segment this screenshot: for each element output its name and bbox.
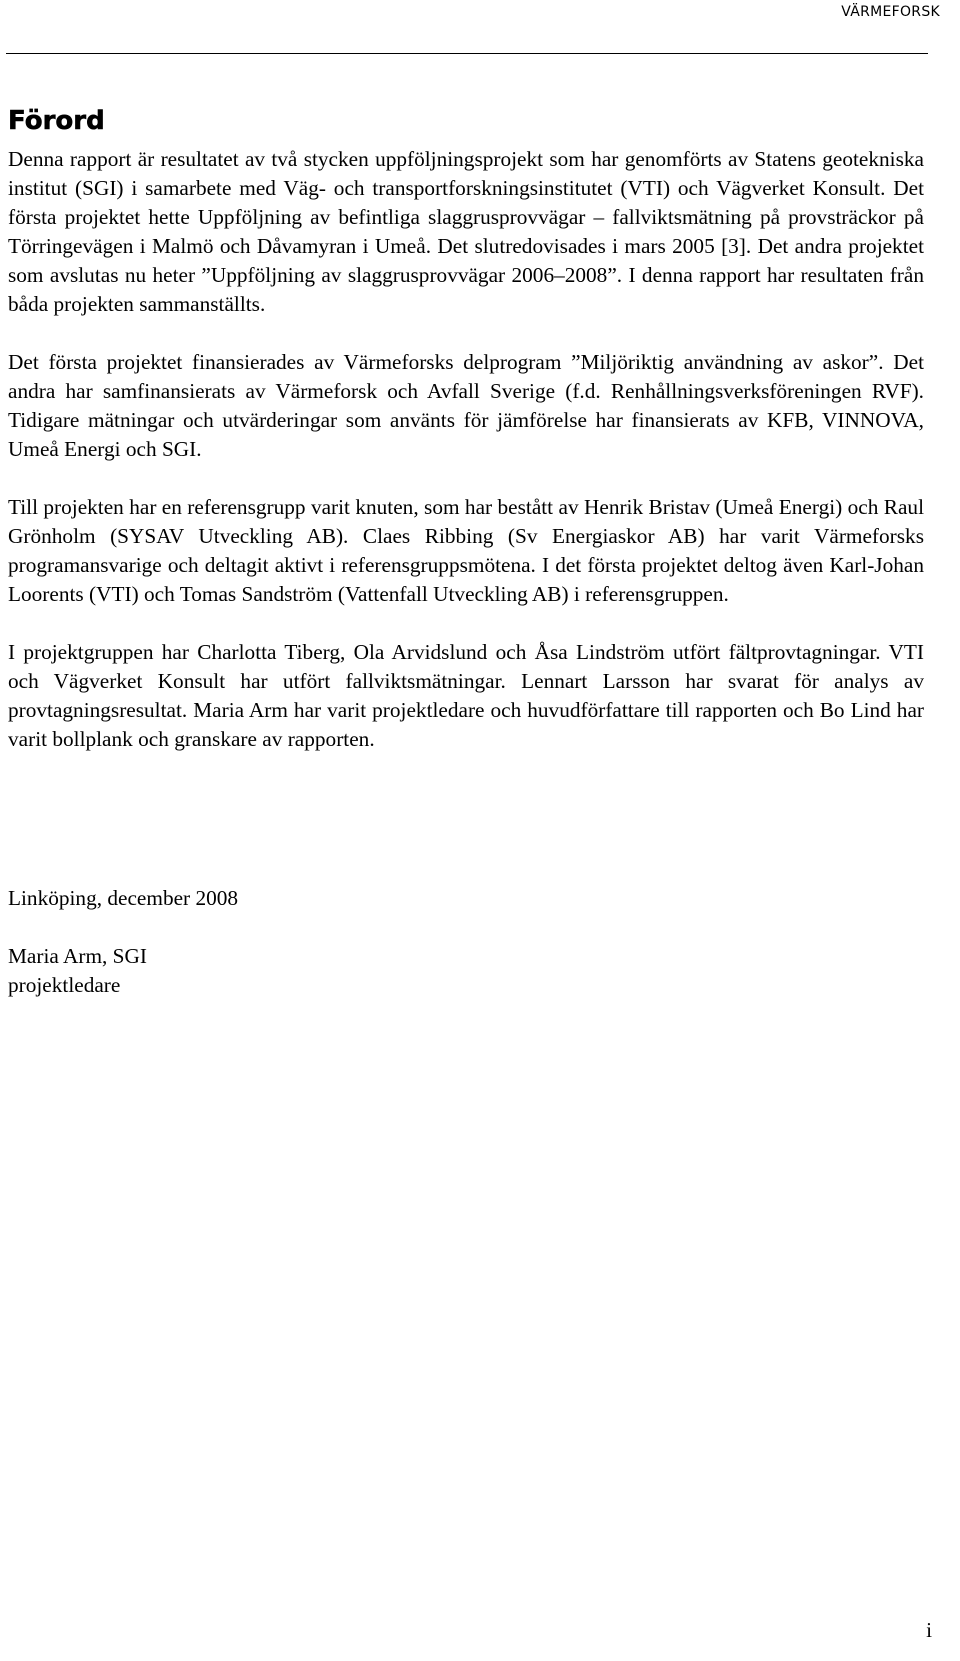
paragraph-intro: Denna rapport är resultatet av två stycken uppföljningsprojekt som har genomförts av Statens geotekniska institut (SGI) i samarbete med Väg- och transportforskningsinstitutet (VTI) och Vägverket Konsult. Det första projektet hette Uppföljning av befintliga slaggrusprovvägar – fallviktsmätning på provsträckor på Törringevägen i Malmö och Dåvamyran i Umeå. Det slutredovisades i mars 2005 [3]. Det andra projektet som avslutas nu heter ”Uppföljning av slaggrusprovvägar 2006–2008”. I denna rapport har resultaten från båda projekten sammanställts. (8, 147, 924, 316)
page-number: i (926, 1618, 932, 1642)
paragraph-project-group: I projektgruppen har Charlotta Tiberg, Ola Arvidslund och Åsa Lindström utfört fältprovtagningar. VTI och Vägverket Konsult har utfört fallviktsmätningar. Lennart Larsson har svarat för analys av provtagningsresultat. Maria Arm har varit projektledare och huvudförfattare till rapporten och Bo Lind har varit bollplank och granskare av rapporten. (8, 640, 924, 751)
author-name: Maria Arm, SGI (8, 944, 148, 968)
running-header-title: VÄRMEFORSK (841, 4, 940, 20)
paragraph-reference-group: Till projekten har en referensgrupp varit knuten, som har bestått av Henrik Bristav (Umeå Energi) och Raul Grönholm (SYSAV Utveckling AB). Claes Ribbing (Sv Energiaskor AB) har varit Värmeforsks programansvarige och deltagit aktivt i referensgruppsmötena. I det första projektet deltog även Karl-Johan Loorents (VTI) och Tomas Sandström (Vattenfall Utveckling AB) i referensgruppen. (8, 495, 924, 606)
place-and-date: Linköping, december 2008 (8, 886, 239, 910)
paragraph-financing: Det första projektet finansierades av Värmeforsks delprogram ”Miljöriktig användning av askor”. Det andra har samfinansierats av Värmeforsk och Avfall Sverige (f.d. Renhållningsverksföreningen RVF). Tidigare mätningar och utvärderingar som använts för jämförelse har finansierats av KFB, VINNOVA, Umeå Energi och SGI. (8, 350, 924, 461)
header-divider (6, 53, 928, 54)
author-role: projektledare (8, 973, 121, 997)
body-text (8, 145, 924, 783)
page-heading: Förord (8, 106, 105, 136)
signature-block (8, 884, 238, 1000)
